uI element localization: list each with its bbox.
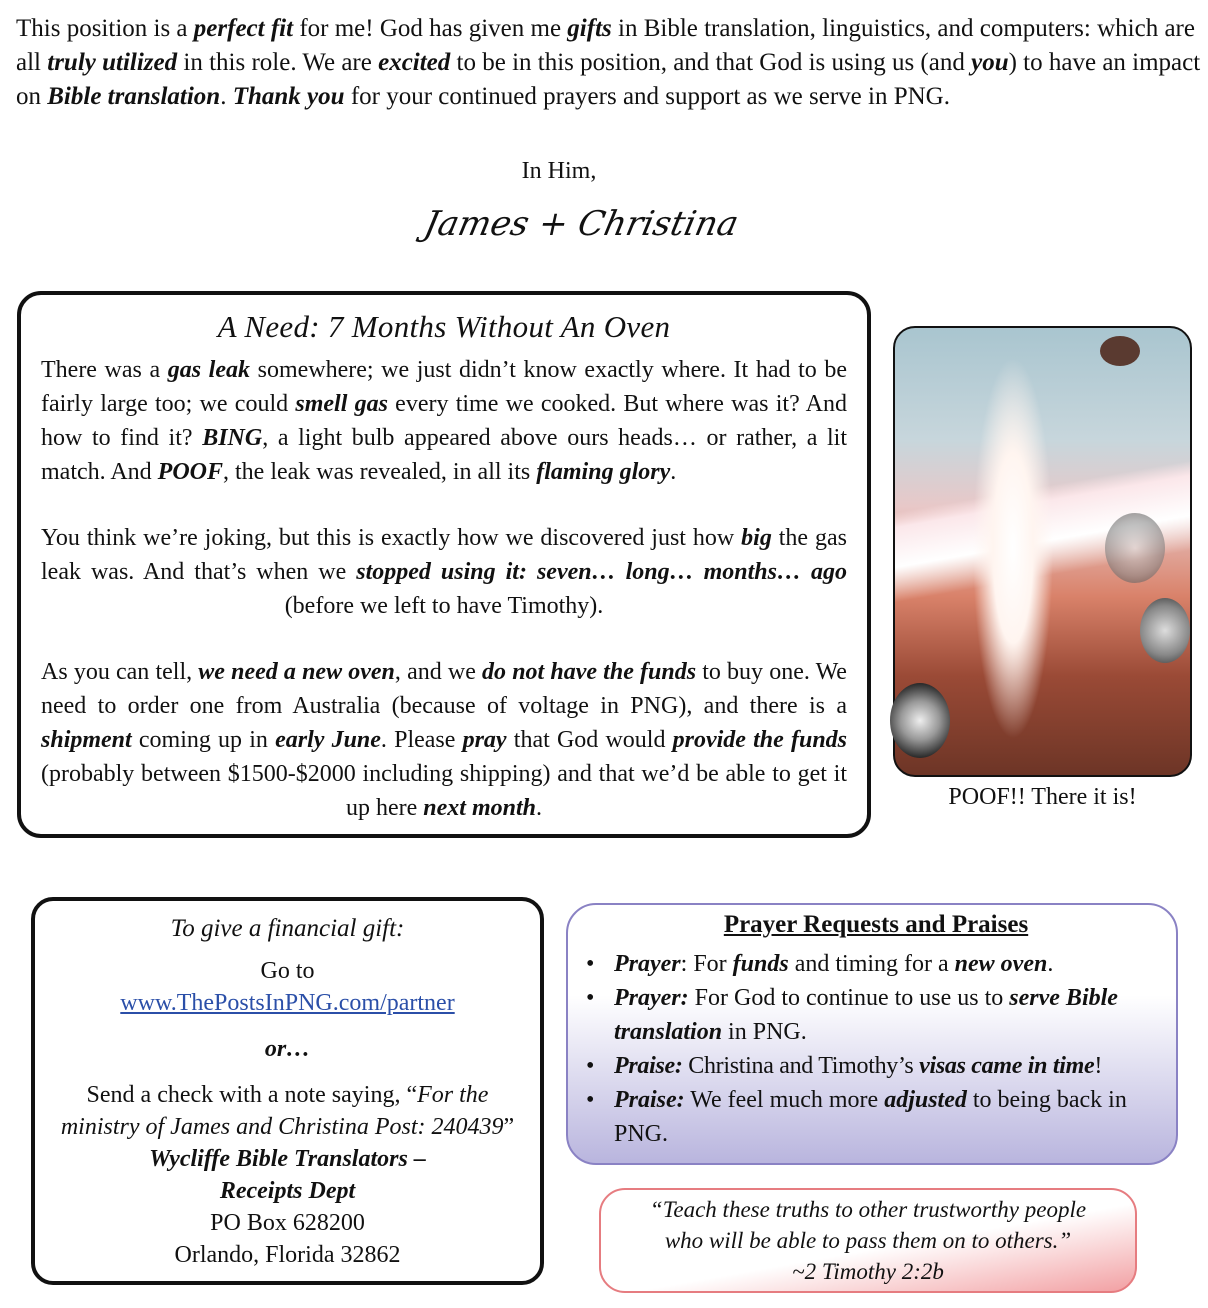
- text-segment: for your continued prayers and support as we serve in PNG.: [344, 83, 950, 110]
- text-segment: ) to have an impact on: [16, 49, 1201, 110]
- text-segment: : For: [680, 951, 733, 977]
- text-segment: For God to continue to use us to: [688, 985, 1010, 1011]
- oven-paragraph-1: [41, 353, 847, 489]
- emphasis-text: visas came in time: [919, 1053, 1095, 1079]
- text-segment: There was a: [41, 357, 168, 383]
- emphasis-text: new oven: [954, 951, 1048, 977]
- photo-caption: POOF!! There it is!: [948, 784, 1137, 810]
- quote-line-1: “Teach these truths to other trustworthy people: [649, 1197, 1087, 1222]
- text-segment: This position is a: [16, 15, 194, 42]
- gift-goto: Go to: [260, 958, 315, 984]
- text-segment: (probably between $1500-$2000 including shipping) and that we’d be able to get it up here: [41, 761, 847, 821]
- emphasis-text: Praise:: [614, 1087, 685, 1113]
- text-segment: for me! God has given me: [293, 15, 568, 42]
- emphasis-text: shipment: [41, 727, 132, 753]
- text-segment: in this role. We are: [177, 49, 379, 76]
- signature: [418, 195, 742, 255]
- emphasis-text: gas leak: [167, 357, 250, 383]
- oven-paragraph-2: [41, 521, 847, 623]
- text-segment: !: [1094, 1053, 1103, 1079]
- gift-check-note: [35, 1079, 540, 1143]
- emphasis-text: pray: [462, 727, 507, 753]
- emphasis-text: BING: [202, 425, 263, 451]
- gift-dept: Receipts Dept: [219, 1178, 356, 1204]
- emphasis-text: adjusted: [884, 1087, 967, 1113]
- intro-paragraph: [16, 12, 1201, 114]
- emphasis-text: early June: [275, 727, 381, 753]
- prayer-title: Prayer Requests and Praises: [723, 911, 1029, 938]
- emphasis-text: provide the funds: [672, 727, 848, 753]
- text-segment: .: [1047, 951, 1054, 977]
- prayer-item: [586, 1049, 1166, 1083]
- prayer-requests-box: [566, 903, 1178, 1165]
- quote-reference: ~2 Timothy 2:2b: [792, 1259, 944, 1284]
- quote-line-2: who will be able to pass them on to others.”: [664, 1228, 1072, 1253]
- emphasis-text: stopped using it: seven… long… months… ago: [356, 559, 847, 585]
- oven-need-box: [17, 291, 871, 838]
- partner-link[interactable]: www.ThePostsInPNG.com/partner: [120, 990, 455, 1016]
- emphasis-text: next month: [423, 795, 536, 821]
- text-segment: to buy one. We need to order one from Australia (because of voltage in PNG), and there is a: [41, 659, 847, 719]
- text-segment: in Bible translation, linguistics, and computers: which are all: [16, 15, 1195, 76]
- gift-address-2: Orlando, Florida 32862: [174, 1242, 401, 1268]
- text-segment: As you can tell,: [41, 659, 199, 685]
- text-segment: somewhere; we just didn’t know exactly where. It had to be fairly large too; we could: [41, 357, 847, 417]
- prayer-item: [586, 947, 1166, 981]
- gift-heading: To give a financial gift:: [170, 915, 405, 942]
- text-segment: (before we left to have Timothy).: [284, 593, 604, 619]
- emphasis-text: perfect fit: [193, 15, 294, 42]
- prayer-item: [586, 981, 1166, 1049]
- emphasis-text: Prayer: [614, 951, 681, 977]
- text-segment: .: [536, 795, 542, 821]
- emphasis-text: Praise:: [614, 1053, 683, 1079]
- text-segment: every time we cooked. But where was it? And how to find it?: [41, 391, 847, 451]
- text-segment: , a light bulb appeared above ours heads… or rather, a lit match. And: [41, 425, 847, 485]
- scripture-quote-box: [599, 1188, 1137, 1293]
- emphasis-text: truly utilized: [47, 49, 178, 76]
- emphasis-text: big: [741, 525, 772, 551]
- emphasis-text: smell gas: [295, 391, 388, 417]
- emphasis-text: you: [971, 49, 1009, 76]
- text-segment: , the leak was revealed, in all its: [223, 459, 537, 485]
- emphasis-text: serve Bible translation: [614, 985, 1118, 1045]
- emphasis-text: flaming glory: [536, 459, 671, 485]
- text-segment: to being back in PNG.: [614, 1087, 1127, 1147]
- text-segment: to be in this position, and that God is using us (and: [450, 49, 972, 76]
- emphasis-text: gifts: [567, 15, 612, 42]
- text-segment: Send a check with a note saying, “: [86, 1082, 418, 1108]
- closing: In Him,: [521, 158, 597, 184]
- emphasis-text: funds: [732, 951, 789, 977]
- prayer-list: [586, 947, 1166, 1151]
- text-segment: . Please: [380, 727, 463, 753]
- text-segment: , and we: [394, 659, 483, 685]
- gift-org: Wycliffe Bible Translators –: [149, 1146, 426, 1172]
- gift-address-1: PO Box 628200: [210, 1210, 365, 1236]
- emphasis-text: Prayer:: [614, 985, 689, 1011]
- emphasis-text: For the ministry of James and Christina Post: 240439: [60, 1082, 504, 1140]
- text-segment: and timing for a: [788, 951, 955, 977]
- prayer-item: [586, 1083, 1166, 1151]
- gift-or: or…: [264, 1036, 311, 1062]
- oven-title: A Need: 7 Months Without An Oven: [217, 309, 671, 344]
- emphasis-text: do not have the funds: [482, 659, 697, 685]
- financial-gift-box: [31, 897, 544, 1285]
- text-segment: .: [670, 459, 677, 485]
- text-segment: coming up in: [131, 727, 276, 753]
- emphasis-text: Bible translation: [47, 83, 221, 110]
- text-segment: Christina and Timothy’s: [682, 1053, 920, 1079]
- text-segment: .: [220, 83, 233, 110]
- oven-flame-photo: [893, 326, 1192, 777]
- svg-text:James + Christina: James + Christina: [420, 204, 742, 244]
- emphasis-text: excited: [378, 49, 451, 76]
- text-segment: We feel much more: [684, 1087, 885, 1113]
- text-segment: You think we’re joking, but this is exactly how we discovered just how: [41, 525, 742, 551]
- text-segment: the gas leak was. And that’s when we: [41, 525, 848, 585]
- text-segment: that God would: [506, 727, 673, 753]
- emphasis-text: we need a new oven: [198, 659, 395, 685]
- emphasis-text: POOF: [157, 459, 223, 485]
- oven-paragraph-3: [41, 655, 847, 825]
- text-segment: in PNG.: [722, 1019, 807, 1045]
- emphasis-text: Thank you: [232, 83, 345, 110]
- text-segment: ”: [503, 1114, 515, 1140]
